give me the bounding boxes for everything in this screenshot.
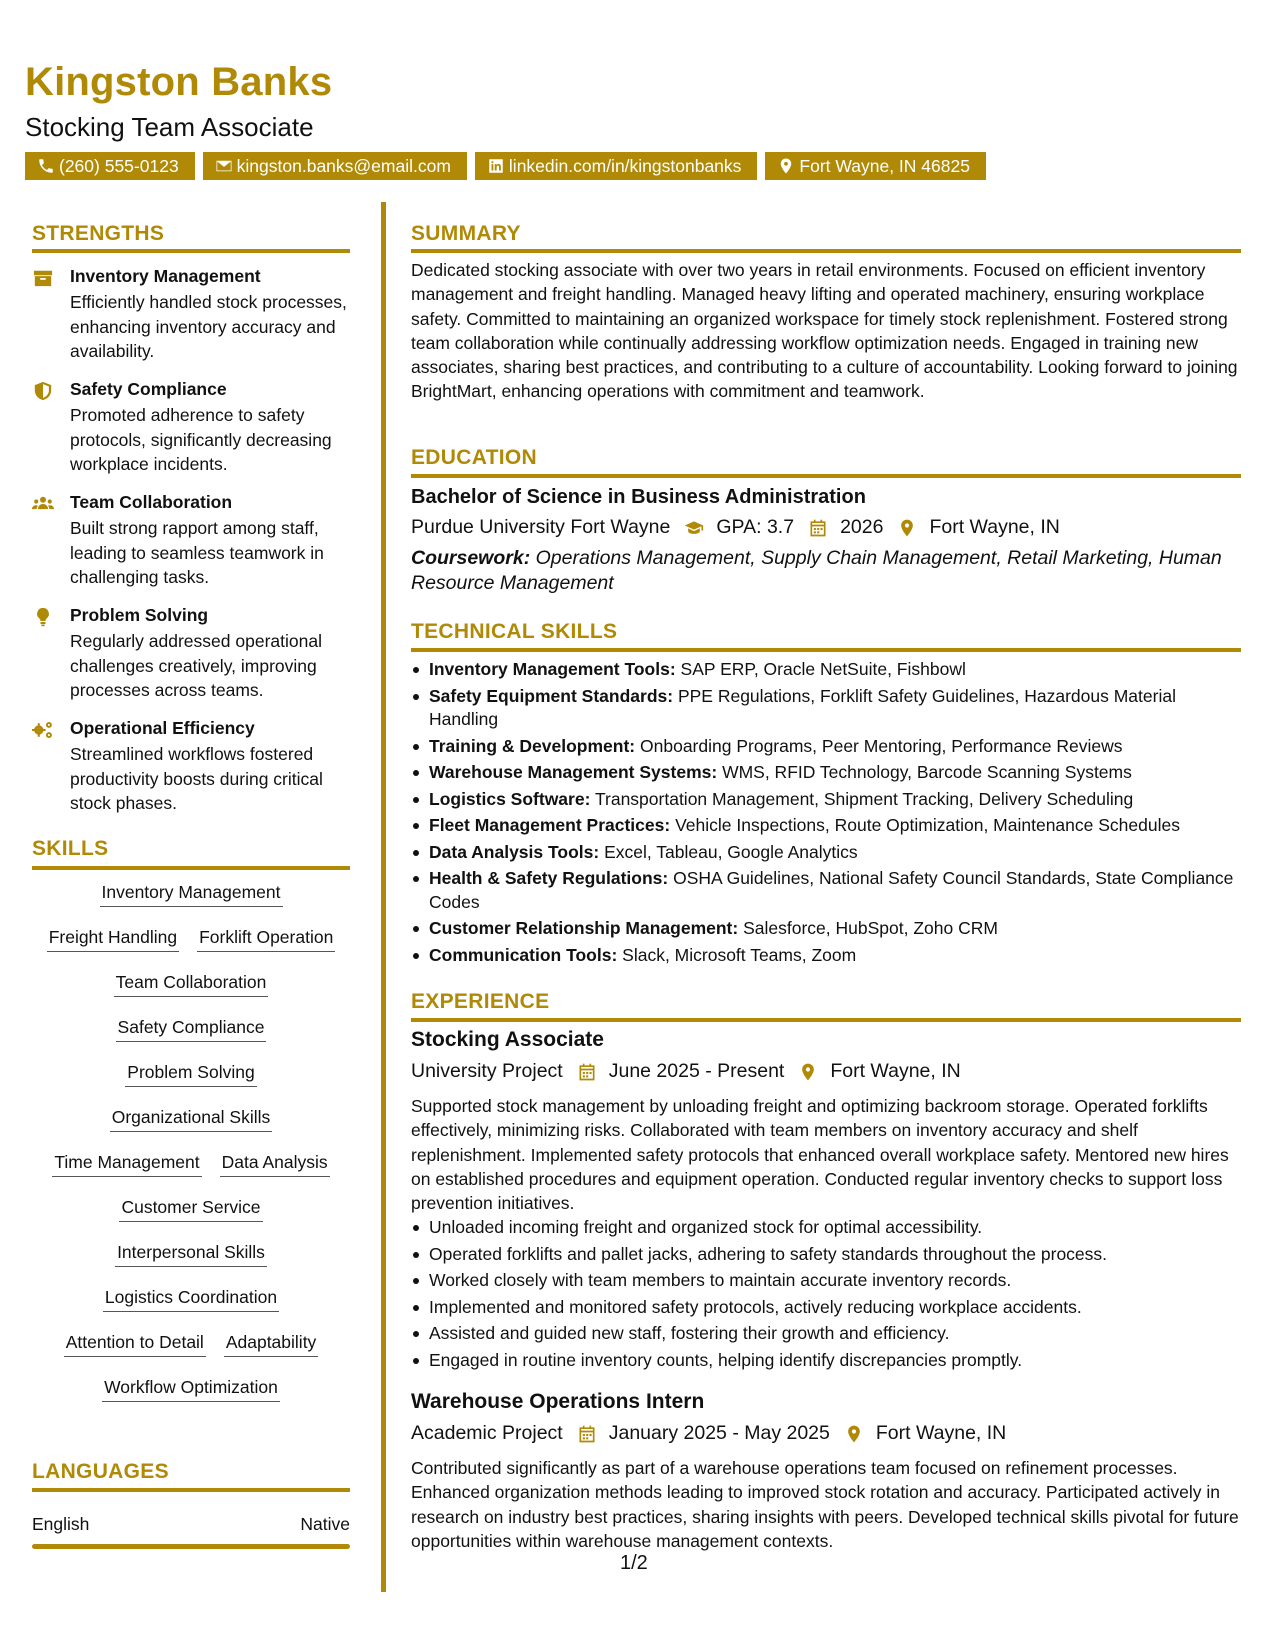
technical-skills-rule — [411, 648, 1241, 652]
technical-skill-label: Fleet Management Practices: — [429, 815, 671, 835]
calendar-icon — [577, 1424, 597, 1444]
skills-list — [32, 880, 350, 1420]
technical-skill-value: WMS, RFID Technology, Barcode Scanning Systems — [722, 762, 1132, 782]
technical-skill-item — [411, 788, 1241, 812]
column-divider — [381, 202, 386, 1592]
languages-heading: LANGUAGES — [32, 1460, 169, 1483]
education-heading: EDUCATION — [411, 446, 537, 469]
education-coursework — [411, 546, 1241, 595]
contact-linkedin[interactable] — [475, 152, 758, 180]
calendar-icon — [577, 1062, 597, 1082]
technical-skill-label: Logistics Software: — [429, 788, 591, 809]
map-pin-icon — [777, 157, 795, 175]
envelope-icon — [215, 157, 233, 175]
calendar-icon — [808, 518, 828, 538]
experience-title: Stocking Associate — [411, 1028, 604, 1051]
shield-icon — [32, 381, 54, 401]
gears-icon — [32, 720, 54, 740]
contact-email[interactable] — [203, 152, 467, 180]
skill-tag: Adaptability — [224, 1330, 318, 1357]
summary-heading: SUMMARY — [411, 222, 521, 245]
skill-tag: Interpersonal Skills — [115, 1240, 267, 1267]
strength-desc: Promoted adherence to safety protocols, significantly decreasing workplace incidents. — [70, 405, 332, 474]
experience-heading: EXPERIENCE — [411, 990, 550, 1013]
experience-bullet: Implemented and monitored safety protocols, actively reducing workplace accidents. — [411, 1296, 1241, 1320]
technical-skill-item — [411, 867, 1241, 914]
technical-skills-heading: TECHNICAL SKILLS — [411, 620, 618, 643]
skill-tag: Safety Compliance — [116, 1015, 267, 1042]
phone-icon — [37, 157, 55, 175]
contact-location-text: Fort Wayne, IN 46825 — [799, 155, 970, 176]
skills-heading: SKILLS — [32, 837, 109, 860]
technical-skill-label: Data Analysis Tools: — [429, 841, 600, 862]
skill-tag: Customer Service — [119, 1195, 262, 1222]
technical-skill-value: Salesforce, HubSpot, Zoho CRM — [743, 918, 998, 938]
technical-skill-item — [411, 735, 1241, 759]
technical-skill-item — [411, 685, 1241, 732]
technical-skill-item — [411, 917, 1241, 941]
contact-location — [765, 152, 986, 180]
strengths-rule — [32, 249, 350, 253]
language-row — [32, 1514, 350, 1535]
skill-tag: Inventory Management — [100, 880, 283, 907]
technical-skill-label: Safety Equipment Standards: — [429, 685, 674, 706]
technical-skill-label: Health & Safety Regulations: — [429, 868, 669, 888]
experience-org: University Project — [411, 1060, 563, 1082]
experience-bullets — [411, 1216, 1241, 1375]
technical-skill-value: Excel, Tableau, Google Analytics — [604, 841, 858, 862]
strength-desc: Built strong rapport among staff, leading to seamless teamwork in challenging tasks. — [70, 518, 324, 587]
technical-skill-value: PPE Regulations, Forklift Safety Guidelines, Hazardous Material Handling — [429, 685, 1176, 729]
technical-skill-value: OSHA Guidelines, National Safety Council Standards, State Compliance Codes — [429, 868, 1234, 912]
coursework-label: Coursework: — [411, 547, 531, 569]
coursework-list: Operations Management, Supply Chain Management, Retail Marketing, Human Resource Management — [411, 547, 1222, 594]
summary-rule — [411, 249, 1241, 253]
skill-tag: Data Analysis — [220, 1150, 330, 1177]
skill-tag: Organizational Skills — [110, 1105, 273, 1132]
technical-skill-label: Inventory Management Tools: — [429, 659, 676, 679]
strength-title: Inventory Management — [70, 266, 261, 286]
map-pin-icon — [897, 518, 917, 538]
language-level: Native — [300, 1514, 350, 1534]
page-number: 1/2 — [620, 1552, 648, 1574]
experience-rule — [411, 1018, 1241, 1022]
education-school: Purdue University Fort Wayne — [411, 516, 671, 538]
skill-tag: Team Collaboration — [114, 970, 269, 997]
experience-meta — [411, 1060, 961, 1083]
language-name: English — [32, 1514, 90, 1534]
experience-org: Academic Project — [411, 1422, 563, 1444]
experience-bullet: Unloaded incoming freight and organized stock for optimal accessibility. — [411, 1216, 1241, 1240]
strength-title: Team Collaboration — [70, 492, 233, 512]
education-gpa: GPA: 3.7 — [716, 516, 795, 538]
contact-email-text: kingston.banks@email.com — [236, 155, 451, 176]
lightbulb-icon — [32, 607, 54, 627]
skill-tag: Freight Handling — [47, 925, 179, 952]
technical-skill-value: Onboarding Programs, Peer Mentoring, Performance Reviews — [640, 735, 1123, 756]
linkedin-icon — [487, 157, 505, 175]
experience-bullet: Worked closely with team members to maintain accurate inventory records. — [411, 1269, 1241, 1293]
contact-phone-text: (260) 555-0123 — [59, 155, 179, 176]
strength-desc: Regularly addressed operational challenges creatively, improving processes across teams. — [70, 631, 322, 700]
education-location: Fort Wayne, IN — [929, 516, 1060, 538]
experience-bullet: Operated forklifts and pallet jacks, adhering to safety standards throughout the process. — [411, 1243, 1241, 1267]
candidate-name: Kingston Banks — [25, 60, 333, 104]
skill-tag: Attention to Detail — [64, 1330, 206, 1357]
contact-phone[interactable] — [25, 152, 195, 180]
technical-skill-value: Transportation Management, Shipment Tracking, Delivery Scheduling — [594, 788, 1134, 809]
technical-skill-value: Slack, Microsoft Teams, Zoom — [622, 944, 857, 965]
users-icon — [32, 494, 54, 514]
box-icon — [32, 268, 54, 288]
skills-rule — [32, 866, 350, 870]
education-year: 2026 — [840, 516, 884, 538]
skill-tag: Problem Solving — [125, 1060, 256, 1087]
education-meta — [411, 516, 1060, 539]
map-pin-icon — [798, 1062, 818, 1082]
technical-skill-item — [411, 761, 1241, 785]
technical-skill-label: Warehouse Management Systems: — [429, 762, 718, 782]
strength-title: Operational Efficiency — [70, 718, 255, 738]
skill-tag: Forklift Operation — [197, 925, 335, 952]
strength-title: Safety Compliance — [70, 379, 227, 399]
technical-skill-value: SAP ERP, Oracle NetSuite, Fishbowl — [680, 659, 966, 679]
technical-skill-value: Vehicle Inspections, Route Optimization, Maintenance Schedules — [675, 815, 1180, 835]
languages-rule — [32, 1488, 350, 1492]
summary-text: Dedicated stocking associate with over two years in retail environments. Focused on efficient inventory management and freight handling. Managed heavy lifting and operated machinery, ensuring workplace safety. Committed to maintaining an organized workspace for timely stock replenishment. Fostered strong team collaboration while continually addressing workflow optimization needs. Engaged in training new associates, sharing best practices, and contributing to a culture of accountability. Looking forward to joining BrightMart, enhancing operations with commitment and teamwork. — [411, 260, 1238, 402]
strength-title: Problem Solving — [70, 605, 209, 625]
skill-tag: Logistics Coordination — [103, 1285, 279, 1312]
skill-tag: Workflow Optimization — [102, 1375, 280, 1402]
experience-desc: Supported stock management by unloading freight and optimizing backroom storage. Operated forklifts effectively, minimizing risks. Collaborated with team members on inventory accuracy and shelf replenishment. Implemented safety protocols that enhanced overall workplace safety. Mentored new hires on established procedures and equipment operation. Conducted regular inventory checks to support loss prevention initiatives. — [411, 1096, 1229, 1214]
contact-bar — [25, 152, 986, 180]
candidate-title: Stocking Team Associate — [25, 112, 314, 142]
experience-bullet: Assisted and guided new staff, fostering their growth and efficiency. — [411, 1322, 1241, 1346]
experience-dates: January 2025 - May 2025 — [608, 1422, 830, 1444]
experience-title: Warehouse Operations Intern — [411, 1390, 705, 1413]
experience-bullet: Engaged in routine inventory counts, helping identify discrepancies promptly. — [411, 1349, 1241, 1373]
technical-skill-item — [411, 944, 1241, 968]
technical-skill-item — [411, 841, 1241, 865]
experience-meta — [411, 1422, 1006, 1445]
experience-location: Fort Wayne, IN — [830, 1060, 961, 1082]
technical-skill-label: Customer Relationship Management: — [429, 918, 739, 938]
technical-skill-item — [411, 658, 1241, 682]
strengths-heading: STRENGTHS — [32, 222, 165, 245]
technical-skills-list — [411, 658, 1241, 970]
experience-desc: Contributed significantly as part of a warehouse operations team focused on refinement processes. Enhanced organization methods leading to improved stock rotation and accuracy. Participated actively in research on industry best practices, sharing insights with peers. Developed technical skills pivotal for future opportunities within warehouse management contexts. — [411, 1458, 1239, 1551]
strength-desc: Streamlined workflows fostered productivity boosts during critical stock phases. — [70, 744, 323, 813]
technical-skill-item — [411, 814, 1241, 838]
map-pin-icon — [844, 1424, 864, 1444]
contact-linkedin-text: linkedin.com/in/kingstonbanks — [508, 155, 742, 176]
strength-desc: Efficiently handled stock processes, enhancing inventory accuracy and availability. — [70, 292, 347, 361]
skill-tag: Time Management — [52, 1150, 201, 1177]
technical-skill-label: Training & Development: — [429, 735, 636, 756]
experience-dates: June 2025 - Present — [608, 1060, 785, 1082]
education-degree: Bachelor of Science in Business Administration — [411, 486, 866, 508]
graduation-cap-icon — [684, 518, 704, 538]
education-rule — [411, 474, 1241, 478]
technical-skill-label: Communication Tools: — [429, 944, 618, 965]
language-level-bar — [32, 1544, 350, 1549]
experience-location: Fort Wayne, IN — [875, 1422, 1007, 1444]
